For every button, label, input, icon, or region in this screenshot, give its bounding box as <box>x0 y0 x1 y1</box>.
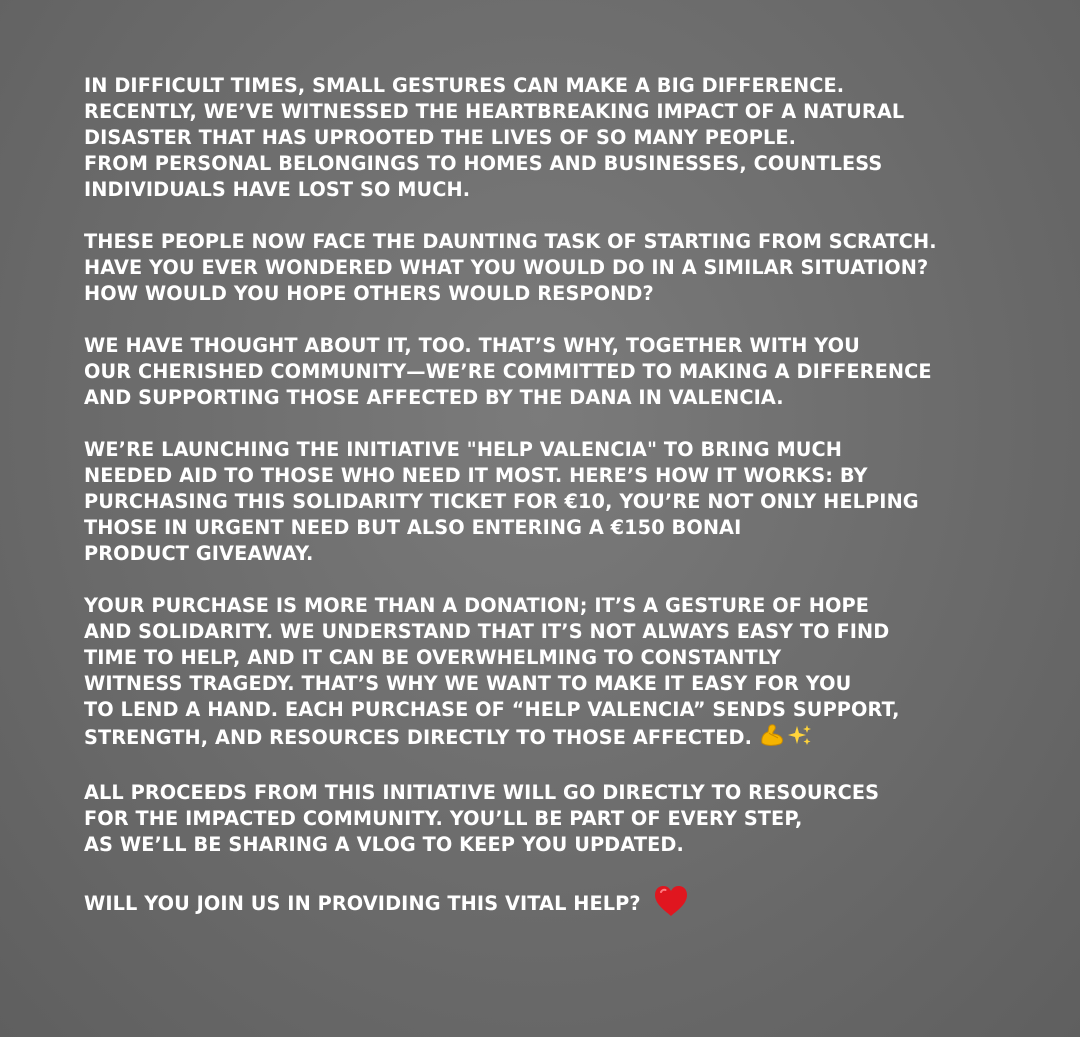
text-line: PURCHASING THIS SOLIDARITY TICKET FOR €10, YOU’RE NOT ONLY HELPING <box>84 490 919 513</box>
post-text <box>84 73 1044 951</box>
text-line: YOUR PURCHASE IS MORE THAN A DONATION; IT’S A GESTURE OF HOPE <box>84 594 870 617</box>
text-line: WILL YOU JOIN US IN PROVIDING THIS VITAL HELP? <box>84 892 641 915</box>
text-line-with-emoji <box>84 723 1044 754</box>
text-line-with-heart <box>84 884 1044 925</box>
text-line: ALL PROCEEDS FROM THIS INITIATIVE WILL GO DIRECTLY TO RESOURCES <box>84 781 880 804</box>
text-line: INDIVIDUALS HAVE LOST SO MUCH. <box>84 178 471 201</box>
text-line: IN DIFFICULT TIMES, SMALL GESTURES CAN MAKE A BIG DIFFERENCE. <box>84 74 845 97</box>
text-line: AS WE’LL BE SHARING A VLOG TO KEEP YOU UPDATED. <box>84 833 684 856</box>
text-line: RECENTLY, WE’VE WITNESSED THE HEARTBREAKING IMPACT OF A NATURAL <box>84 100 905 123</box>
text-line: AND SUPPORTING THOSE AFFECTED BY THE DANA IN VALENCIA. <box>84 386 784 409</box>
paragraph-questions <box>84 229 1044 307</box>
text-line: TO LEND A HAND. EACH PURCHASE OF “HELP VALENCIA” SENDS SUPPORT, <box>84 698 900 721</box>
text-line: PRODUCT GIVEAWAY. <box>84 542 314 565</box>
text-line: TIME TO HELP, AND IT CAN BE OVERWHELMING TO CONSTANTLY <box>84 646 782 669</box>
text-line: HAVE YOU EVER WONDERED WHAT YOU WOULD DO IN A SIMILAR SITUATION? <box>84 256 929 279</box>
text-line: HOW WOULD YOU HOPE OTHERS WOULD RESPOND? <box>84 282 654 305</box>
paragraph-closing <box>84 884 1044 925</box>
paragraph-purchase <box>84 593 1044 754</box>
heart-icon <box>653 884 689 925</box>
paragraph-commitment <box>84 333 1044 411</box>
text-line: OUR CHERISHED COMMUNITY—WE’RE COMMITTED TO MAKING A DIFFERENCE <box>84 360 932 383</box>
text-line: THOSE IN URGENT NEED BUT ALSO ENTERING A €150 BONAI <box>84 516 742 539</box>
muscle-sparkles-emoji <box>759 723 813 754</box>
text-line: NEEDED AID TO THOSE WHO NEED IT MOST. HERE’S HOW IT WORKS: BY <box>84 464 868 487</box>
text-line: WE HAVE THOUGHT ABOUT IT, TOO. THAT’S WHY, TOGETHER WITH YOU <box>84 334 860 357</box>
paragraph-initiative <box>84 437 1044 567</box>
text-line: STRENGTH, AND RESOURCES DIRECTLY TO THOSE AFFECTED. <box>84 726 753 749</box>
text-line: WITNESS TRAGEDY. THAT’S WHY WE WANT TO MAKE IT EASY FOR YOU <box>84 672 852 695</box>
text-line: DISASTER THAT HAS UPROOTED THE LIVES OF SO MANY PEOPLE. <box>84 126 797 149</box>
text-line: FROM PERSONAL BELONGINGS TO HOMES AND BUSINESSES, COUNTLESS <box>84 152 883 175</box>
paragraph-proceeds <box>84 780 1044 858</box>
paragraph-intro <box>84 73 1044 203</box>
text-line: AND SOLIDARITY. WE UNDERSTAND THAT IT’S NOT ALWAYS EASY TO FIND <box>84 620 890 643</box>
text-line: THESE PEOPLE NOW FACE THE DAUNTING TASK OF STARTING FROM SCRATCH. <box>84 230 937 253</box>
text-line: FOR THE IMPACTED COMMUNITY. YOU’LL BE PART OF EVERY STEP, <box>84 807 803 830</box>
muscle-sparkles-icon <box>759 723 813 747</box>
text-line: WE’RE LAUNCHING THE INITIATIVE "HELP VALENCIA" TO BRING MUCH <box>84 438 842 461</box>
